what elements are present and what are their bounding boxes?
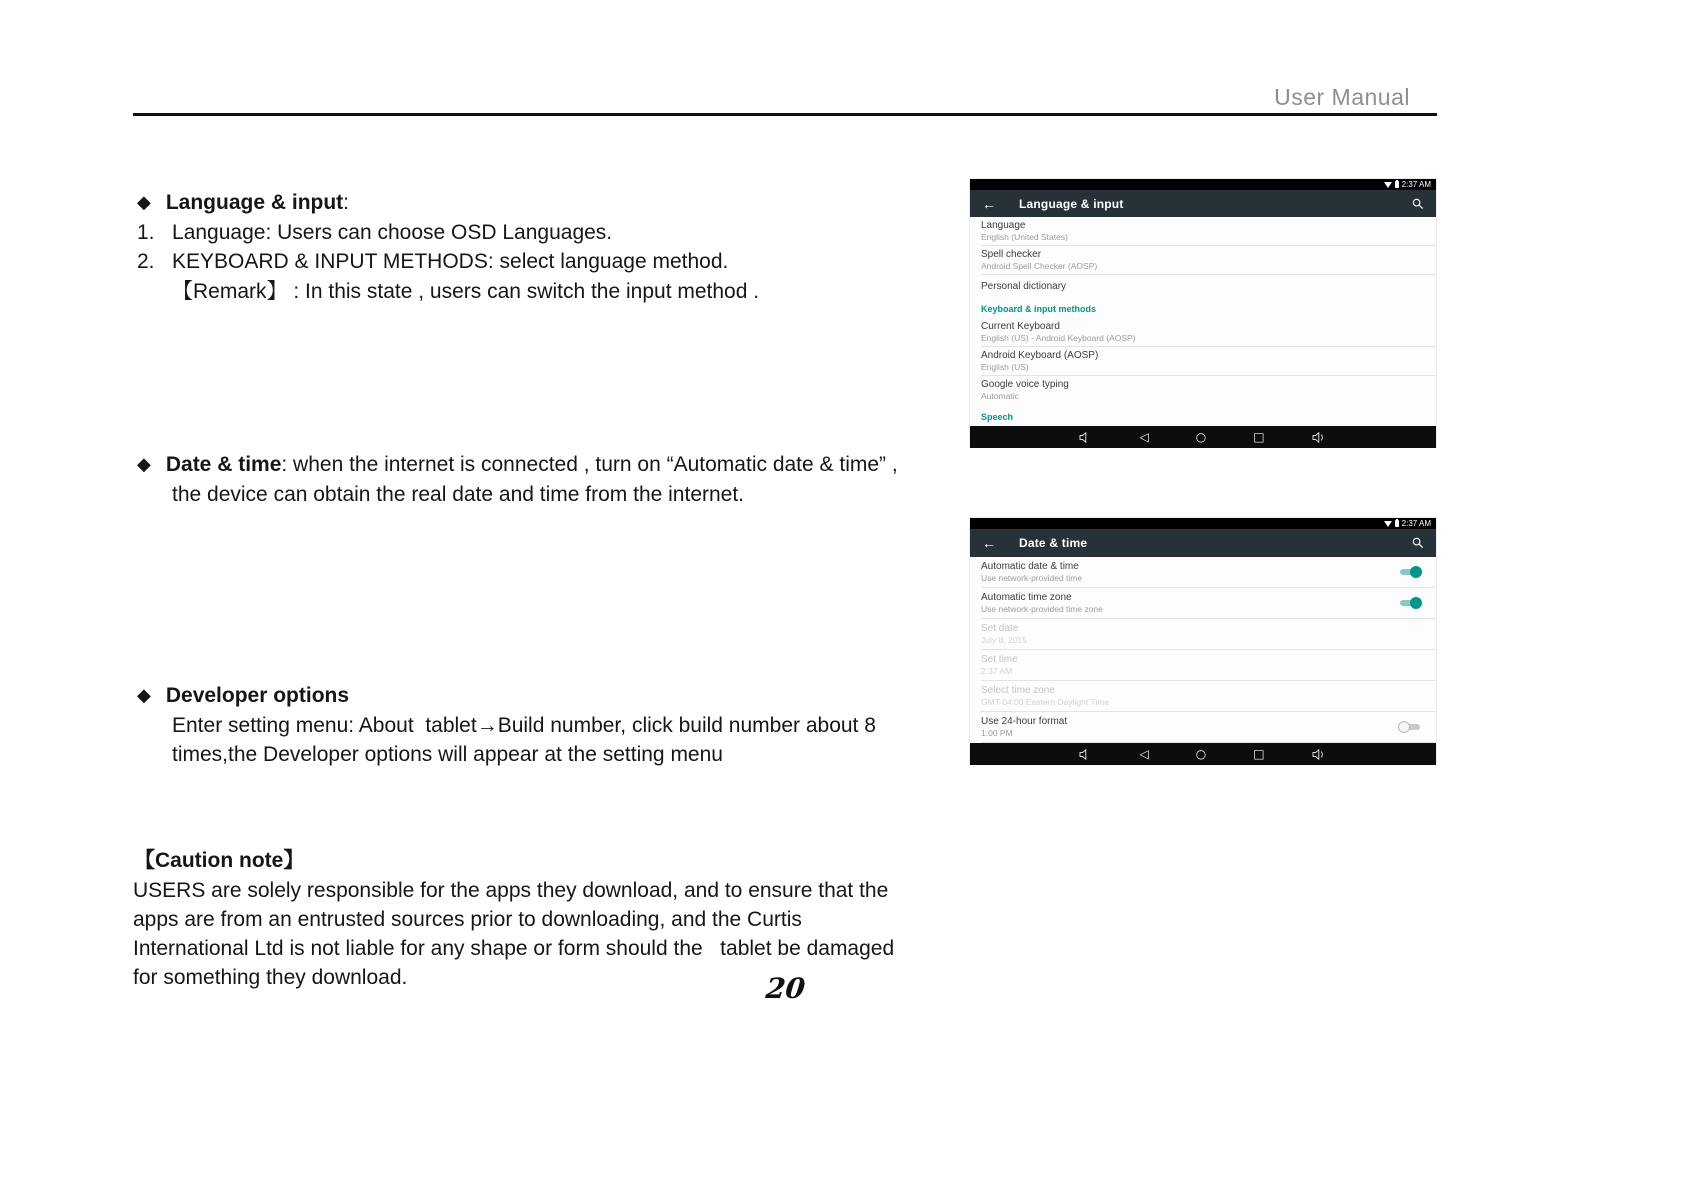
back-icon[interactable]: ◁ (1139, 430, 1149, 444)
home-icon[interactable]: ○ (1195, 430, 1207, 444)
datetime-paragraph-line-2: the device can obtain the real date and time from the internet. (172, 483, 745, 506)
volume-up-icon[interactable] (1312, 749, 1327, 760)
setting-title: Android Keyboard (AOSP) (981, 349, 1099, 361)
setting-subtitle: Android Spell Checker (AOSP) (981, 260, 1098, 271)
toggle-automatic-time-zone-on[interactable] (1398, 597, 1422, 609)
setting-title: Current Keyboard (981, 320, 1060, 332)
navigation-bar (970, 743, 1436, 765)
settings-list (970, 557, 1436, 743)
back-arrow-icon[interactable]: ← (982, 535, 996, 551)
volume-down-icon[interactable] (1079, 749, 1092, 760)
setting-title: Automatic date & time (981, 560, 1079, 572)
section-label-speech: Speech (981, 412, 1014, 422)
settings-row-automatic-time-zone[interactable] (981, 588, 1436, 619)
diamond-bullet-icon: ◆ (137, 685, 151, 705)
status-time: 2:37 AM (1401, 179, 1431, 189)
settings-row-google-voice-typing[interactable] (981, 376, 1436, 405)
setting-title: Personal dictionary (981, 280, 1067, 292)
setting-subtitle: Use network-provided time zone (981, 603, 1103, 614)
home-icon[interactable]: ○ (1195, 747, 1207, 761)
wifi-icon (1384, 182, 1392, 188)
app-bar (970, 529, 1436, 557)
language-item-1: 1. Language: Users can choose OSD Languages. (137, 221, 613, 244)
header-divider (133, 113, 1437, 116)
battery-icon (1395, 181, 1399, 188)
app-bar (970, 190, 1436, 217)
paragraph-text: : when the internet is connected , turn on “Automatic date & time” , (281, 453, 898, 476)
heading-text: Developer options (165, 684, 350, 707)
language-input-heading (137, 190, 349, 215)
setting-title: Use 24-hour format (981, 715, 1068, 727)
setting-title: Google voice typing (981, 379, 1069, 391)
recents-icon[interactable]: □ (1253, 747, 1265, 761)
section-label-keyboard-input-methods: Keyboard & input methods (981, 304, 1097, 314)
diamond-bullet-icon: ◆ (137, 192, 151, 212)
navigation-bar (970, 426, 1436, 448)
settings-row-set-time (981, 650, 1436, 681)
battery-icon (1395, 520, 1399, 527)
developer-paragraph-line-2: times,the Developer options will appear at the setting menu (172, 743, 723, 766)
search-icon[interactable] (1412, 537, 1424, 549)
settings-list (970, 217, 1436, 426)
settings-row-automatic-date-time[interactable] (981, 557, 1436, 588)
setting-subtitle: Automatic (981, 391, 1019, 402)
setting-subtitle: July 8, 2015 (981, 634, 1027, 645)
recents-icon[interactable]: □ (1253, 430, 1265, 444)
setting-title: Language (981, 219, 1026, 231)
search-icon[interactable] (1412, 198, 1424, 210)
setting-subtitle: English (US) (981, 361, 1029, 372)
status-bar (970, 518, 1436, 529)
setting-title: Select time zone (981, 684, 1055, 696)
status-time: 2:37 AM (1401, 518, 1431, 528)
wifi-icon (1384, 521, 1392, 527)
page-header-title: User Manual (1274, 84, 1410, 110)
setting-subtitle: 2:37 AM (981, 665, 1013, 676)
caution-line-4: for something they download. (133, 966, 408, 989)
volume-down-icon[interactable] (1079, 432, 1092, 443)
caution-line-1: USERS are solely responsible for the apps they download, and to ensure that the (133, 879, 889, 902)
settings-row-current-keyboard[interactable] (981, 318, 1436, 347)
settings-row-android-keyboard[interactable] (981, 347, 1436, 376)
heading-colon: : (343, 191, 350, 214)
setting-subtitle: English (United States) (981, 231, 1068, 242)
settings-row-24-hour-format[interactable] (981, 712, 1436, 743)
status-bar (970, 179, 1436, 190)
language-item-2: 2. KEYBOARD & INPUT METHODS: select language method. (137, 250, 729, 273)
caution-line-3: International Ltd is not liable for any shape or form should the tablet be damaged (133, 937, 895, 960)
heading-text: Date & time (165, 453, 282, 476)
developer-paragraph-line-1: Enter setting menu: About tablet→Build number, click build number about 8 (172, 714, 876, 737)
app-bar-title: Language & input (1019, 196, 1124, 211)
toggle-automatic-date-time-on[interactable] (1398, 566, 1422, 578)
datetime-paragraph-line-1 (137, 452, 898, 477)
language-remark: 【Remark】 : In this state , users can switch the input method . (172, 280, 760, 303)
settings-row-language[interactable] (981, 217, 1436, 246)
back-icon[interactable]: ◁ (1139, 747, 1149, 761)
toggle-24-hour-format-off[interactable] (1398, 721, 1422, 733)
settings-row-spell-checker[interactable] (981, 246, 1436, 275)
settings-row-set-date (981, 619, 1436, 650)
setting-subtitle: GMT-04:00 Eastern Daylight Time (981, 696, 1110, 707)
setting-title: Automatic time zone (981, 591, 1072, 603)
setting-subtitle: Use network-provided time (981, 572, 1083, 583)
setting-title: Set date (981, 622, 1019, 634)
screenshot-date-time (969, 517, 1437, 765)
setting-subtitle: English (US) - Android Keyboard (AOSP) (981, 332, 1136, 343)
caution-note-heading: 【Caution note】 (134, 849, 305, 872)
diamond-bullet-icon: ◆ (137, 454, 151, 474)
setting-title: Set time (981, 653, 1018, 665)
settings-row-personal-dictionary[interactable] (981, 275, 1436, 297)
app-bar-title: Date & time (1019, 536, 1088, 550)
volume-up-icon[interactable] (1312, 432, 1327, 443)
setting-title: Spell checker (981, 248, 1042, 260)
developer-options-heading (137, 683, 349, 708)
settings-row-select-time-zone (981, 681, 1436, 712)
screenshot-language-input (969, 178, 1437, 447)
page-number: 20 (764, 972, 807, 1005)
back-arrow-icon[interactable]: ← (982, 195, 996, 212)
caution-line-2: apps are from an entrusted sources prior to downloading, and the Curtis (133, 908, 802, 931)
setting-subtitle: 1:00 PM (981, 727, 1013, 738)
heading-text: Language & input (165, 191, 344, 214)
